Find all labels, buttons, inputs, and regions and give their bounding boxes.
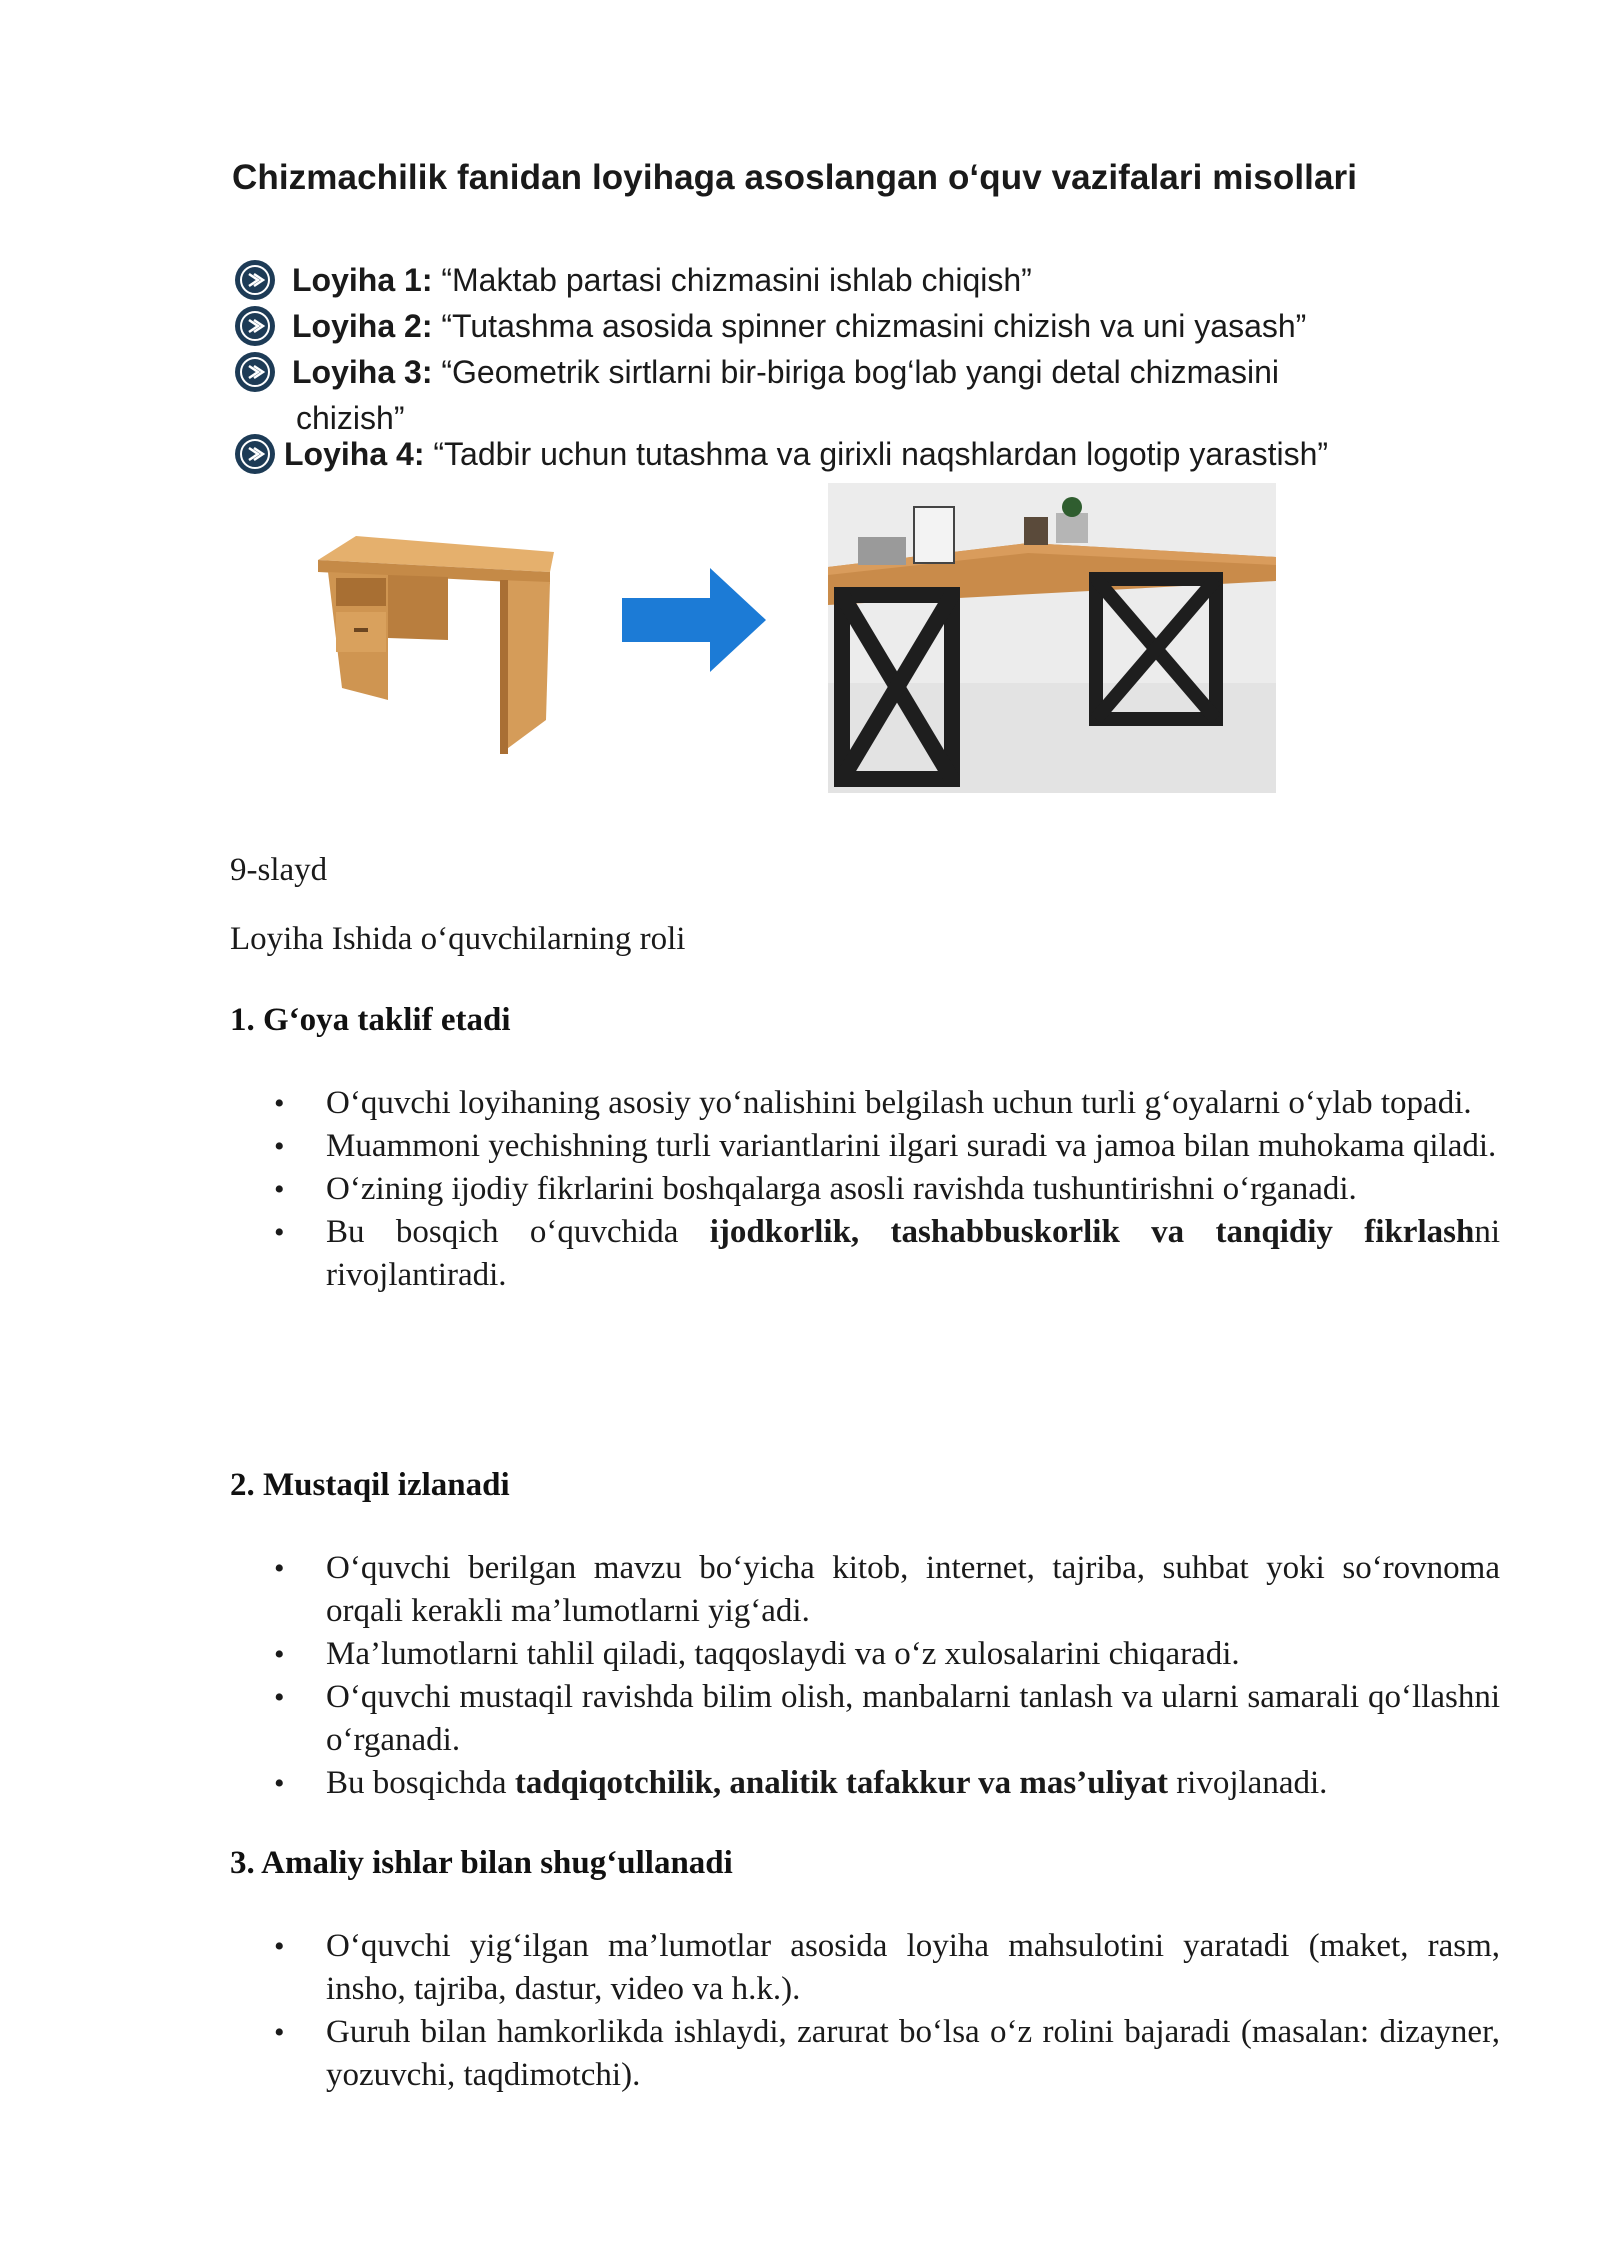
bullet-list-1 xyxy=(230,1082,1500,1297)
bullet-list-3 xyxy=(230,1925,1500,2097)
circled-arrow-icon xyxy=(234,433,276,475)
project-label: Loyiha 4: xyxy=(284,436,425,472)
project-label: Loyiha 2: xyxy=(292,308,433,344)
list-item xyxy=(230,1762,1500,1805)
list-item-bold: ijodkorlik, tashabbuskorlik va tanqidiy fikrlash xyxy=(709,1214,1475,1250)
school-desk-image xyxy=(318,532,558,762)
right-arrow-icon xyxy=(622,568,766,672)
section-heading-2: 2. Mustaqil izlanadi xyxy=(230,1467,510,1503)
circled-arrow-icon xyxy=(234,259,276,301)
list-item xyxy=(230,1211,1500,1297)
circled-arrow-icon xyxy=(234,351,276,393)
project-item-4 xyxy=(234,432,1534,478)
list-item: • Ma’lumotlarni tahlil qiladi, taqqoslaydi va o‘z xulosalarini chiqaradi. xyxy=(230,1633,1500,1676)
circled-arrow-icon xyxy=(234,305,276,347)
list-item-text: rivojlanadi. xyxy=(1167,1765,1328,1801)
list-item: • O‘quvchi loyihaning asosiy yo‘nalishini belgilash uchun turli g‘oyalarni o‘ylab topadi. xyxy=(230,1082,1500,1125)
project-text: “Tadbir uchun tutashma va girixli naqshlardan logotip yarastish” xyxy=(433,436,1329,472)
list-item-text: ni rivojlantiradi. xyxy=(326,1214,1500,1293)
slide-number: 9-slayd xyxy=(230,852,328,888)
list-item-text: Bu bosqichda xyxy=(326,1765,515,1801)
project-item-1 xyxy=(234,258,1534,304)
list-item-bold: tadqiqotchilik, analitik tafakkur va mas’uliyat xyxy=(514,1765,1168,1801)
project-label: Loyiha 3: xyxy=(292,354,433,390)
project-text: “Geometrik sirtlarni bir-biriga bog‘lab yangi detal chizmasini xyxy=(441,354,1280,390)
list-item: • O‘quvchi yig‘ilgan ma’lumotlar asosida loyiha mahsulotini yaratadi (maket, rasm, insho, tajriba, dastur, video va h.k.). xyxy=(230,1925,1500,2011)
list-item: • O‘quvchi mustaqil ravishda bilim olish, manbalarni tanlash va ularni samarali qo‘llashni o‘rganadi. xyxy=(230,1676,1500,1762)
section-heading-3: 3. Amaliy ishlar bilan shug‘ullanadi xyxy=(230,1845,733,1881)
project-text: “Tutashma asosida spinner chizmasini chizish va uni yasash” xyxy=(441,308,1307,344)
project-item-2 xyxy=(234,304,1534,350)
project-text-continued: chizish” xyxy=(296,399,405,436)
section-subtitle: Loyiha Ishida o‘quvchilarning roli xyxy=(230,921,686,957)
section-heading-1: 1. G‘oya taklif etadi xyxy=(230,1002,511,1038)
bullet-list-2 xyxy=(230,1547,1500,1805)
slide-title: Chizmachilik fanidan loyihaga asoslangan o‘quv vazifalari misollari xyxy=(232,158,1358,197)
list-item: • O‘zining ijodiy fikrlarini boshqalarga asosli ravishda tushuntirishni o‘rganadi. xyxy=(230,1168,1500,1211)
project-item-3 xyxy=(234,350,1534,440)
project-text: “Maktab partasi chizmasini ishlab chiqish” xyxy=(441,262,1032,298)
project-label: Loyiha 1: xyxy=(292,262,433,298)
list-item: • Guruh bilan hamkorlikda ishlaydi, zarurat bo‘lsa o‘z rolini bajaradi (masalan: dizayner, yozuvchi, taqdimotchi). xyxy=(230,2011,1500,2097)
list-item: • O‘quvchi berilgan mavzu bo‘yicha kitob, internet, tajriba, suhbat yoki so‘rovnoma orqali kerakli ma’lumotlarni yig‘adi. xyxy=(230,1547,1500,1633)
list-item: • Muammoni yechishning turli variantlarini ilgari suradi va jamoa bilan muhokama qiladi. xyxy=(230,1125,1500,1168)
list-item-text: Bu bosqich o‘quvchida xyxy=(326,1214,710,1250)
modern-table-image xyxy=(828,483,1276,793)
